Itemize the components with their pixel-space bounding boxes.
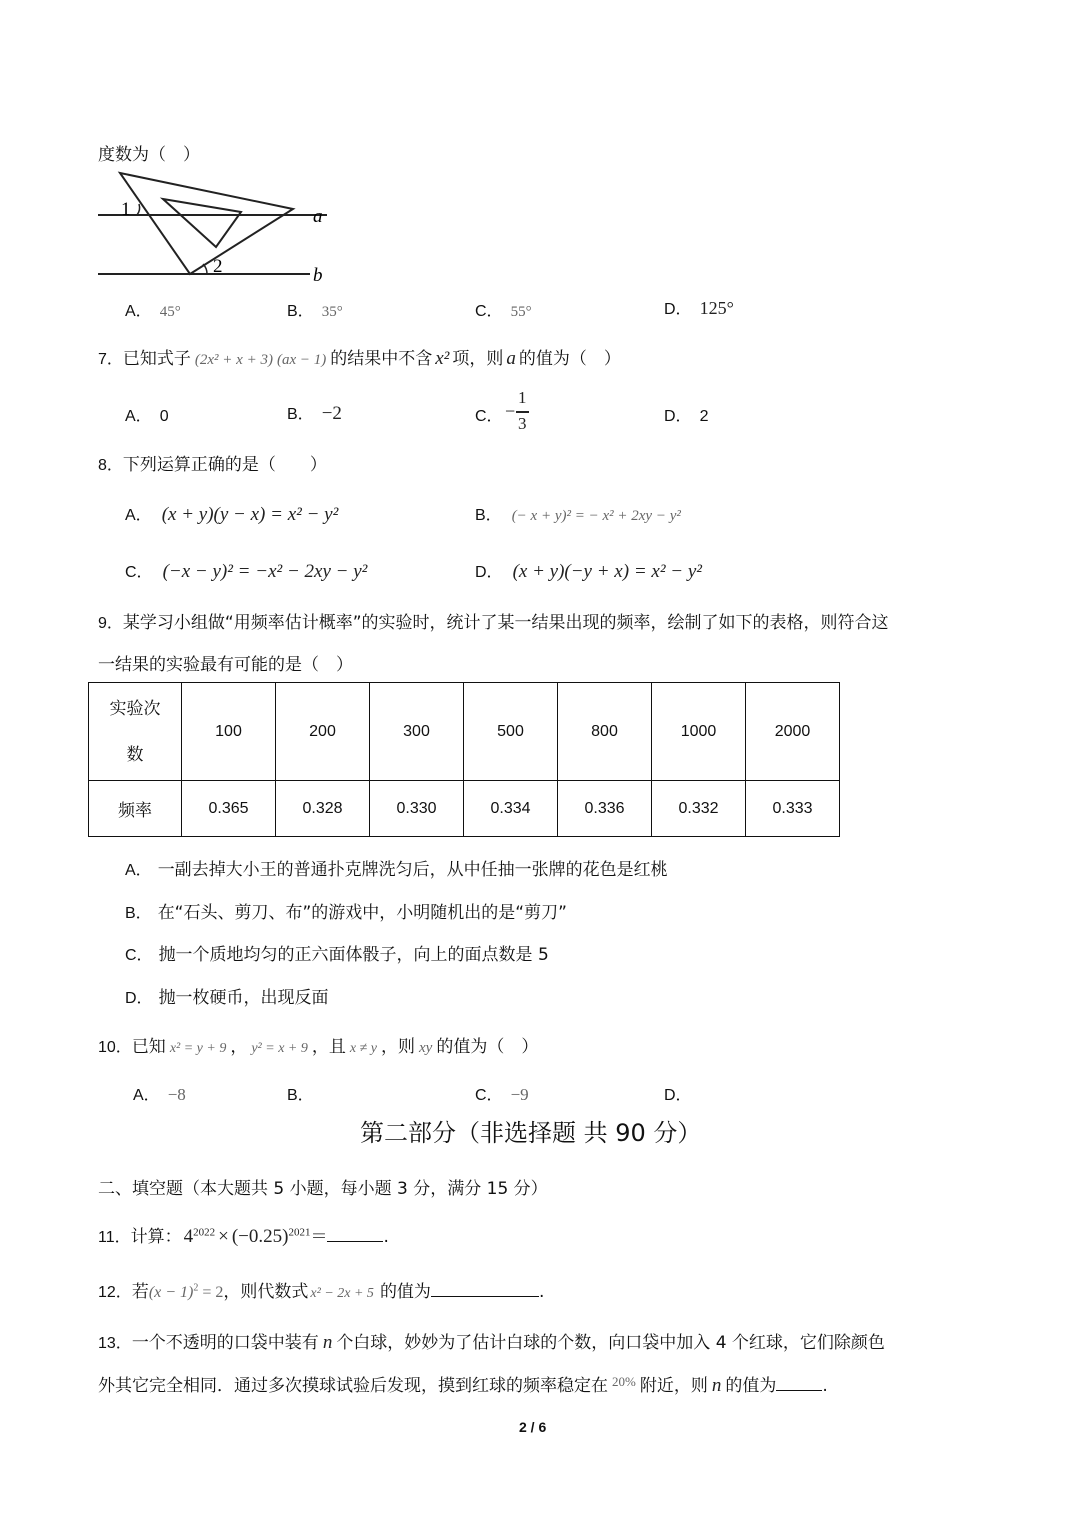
table-cell: 200: [276, 683, 370, 781]
table-cell: 0.334: [464, 781, 558, 837]
table-cell: 0.332: [652, 781, 746, 837]
q7-option-a: A． 0: [125, 408, 169, 425]
table-header-frequency: 频率: [89, 781, 182, 837]
q10-option-d: D．: [664, 1087, 692, 1104]
table-row: [89, 683, 840, 781]
table-header-trials: 实验次 数: [89, 683, 182, 781]
q7-option-c-sign: −: [505, 401, 516, 421]
q7-option-c-numerator: 1: [518, 388, 527, 407]
q9-stem-line1: 9．某学习小组做“用频率估计概率”的实验时，统计了某一结果出现的频率，绘制了如下的表格，则符合这: [98, 613, 889, 633]
q8-option-c: C． (−x − y)² = −x² − 2xy − y²: [125, 561, 368, 582]
q7-option-c-fraction-bar: [516, 411, 529, 413]
q8-option-a: A． (x + y)(y − x) = x² − y²: [125, 504, 339, 525]
q9-option-d: D． 抛一枚硬币，出现反面: [125, 988, 329, 1008]
q8-option-d: D． (x + y)(−y + x) = x² − y²: [475, 561, 702, 582]
q13-stem-line1: 13．一个不透明的口袋中装有 n 个白球，妙妙为了估计白球的个数，向口袋中加入 4 个红球，它们除颜色: [98, 1332, 885, 1353]
q8-option-b: B． (− x + y)² = − x² + 2xy − y²: [475, 507, 681, 524]
q6-figure: [95, 168, 335, 283]
q9-stem-line2: 一结果的实验最有可能的是（ ）: [98, 655, 353, 675]
q9-frequency-table: [88, 682, 840, 837]
table-cell: 1000: [652, 683, 746, 781]
q13-stem-line2: 外其它完全相同．通过多次摸球试验后发现，摸到红球的频率稳定在 $^{20\%}$ 附近，则 n 的值为 .: [98, 1374, 828, 1396]
line-a-label: a: [313, 206, 323, 227]
q6-option-a: A． 45°: [125, 303, 181, 320]
q7-option-c: C．: [475, 408, 503, 425]
table-cell: 100: [182, 683, 276, 781]
q7-option-b: B． −2: [287, 403, 342, 424]
q9-option-a: A． 一副去掉大小王的普通扑克牌洗匀后，从中任抽一张牌的花色是红桃: [125, 860, 668, 880]
q10-option-c: C． −9: [475, 1085, 529, 1104]
q9-option-c: C． 抛一个质地均匀的正六面体骰子，向上的面点数是 5: [125, 945, 549, 965]
angle1-arc: [137, 204, 140, 215]
q10-stem: 10．已知 x² = y + 9 ， y² = x + 9 ，且 x ≠ y ，则 xy 的值为（ ）: [98, 1037, 539, 1057]
angle2-label: 2: [213, 256, 223, 277]
q12-answer-blank[interactable]: [431, 1278, 539, 1297]
table-cell: 0.336: [558, 781, 652, 837]
q6-option-c: C． 55°: [475, 303, 532, 320]
table-cell: 500: [464, 683, 558, 781]
q11-stem: 11．计算： $4^{2022} \times (-0.25)^{2021}=$ .: [98, 1222, 389, 1248]
q8-stem: 8．下列运算正确的是（ ）: [98, 455, 327, 475]
table-cell: 800: [558, 683, 652, 781]
line-b-label: b: [313, 265, 323, 283]
table-cell: 0.328: [276, 781, 370, 837]
q6-option-b: B． 35°: [287, 303, 343, 320]
q7-option-c-denominator: 3: [518, 414, 527, 433]
angle1-label: 1: [121, 199, 131, 220]
q7-stem: 7．已知式子 (2x² + x + 3) (ax − 1) 的结果中不含 x² 项，则 a 的值为（ ）: [98, 348, 621, 369]
page-number: 2 / 6: [519, 1419, 547, 1435]
table-cell: 0.365: [182, 781, 276, 837]
table-cell: 0.330: [370, 781, 464, 837]
q12-stem: 12．若$(x - 1)^2 = 2$，则代数式 x² − 2x + 5 的值为 .: [98, 1277, 544, 1302]
q6-stem-tail: 度数为（ ）: [98, 145, 200, 165]
table-row: [89, 781, 840, 837]
q11-answer-blank[interactable]: [327, 1223, 383, 1242]
angle2-arc: [203, 264, 207, 274]
table-cell: 2000: [746, 683, 840, 781]
q10-option-b: B．: [287, 1087, 314, 1104]
section-2-title: 第二部分（非选择题 共 90 分）: [360, 1119, 702, 1147]
table-cell: 300: [370, 683, 464, 781]
q9-option-b: B． 在“石头、剪刀、布”的游戏中，小明随机出的是“剪刀”: [125, 903, 567, 923]
outer-triangle: [120, 173, 293, 274]
q13-answer-blank[interactable]: [776, 1372, 822, 1391]
q10-option-a: A． −8: [133, 1085, 186, 1104]
table-cell: 0.333: [746, 781, 840, 837]
q7-option-d: D． 2: [664, 408, 709, 425]
q6-option-d: D． 125°: [664, 298, 734, 318]
inner-triangle: [163, 199, 241, 247]
section-2-heading: 二、填空题（本大题共 5 小题，每小题 3 分，满分 15 分）: [98, 1179, 548, 1199]
